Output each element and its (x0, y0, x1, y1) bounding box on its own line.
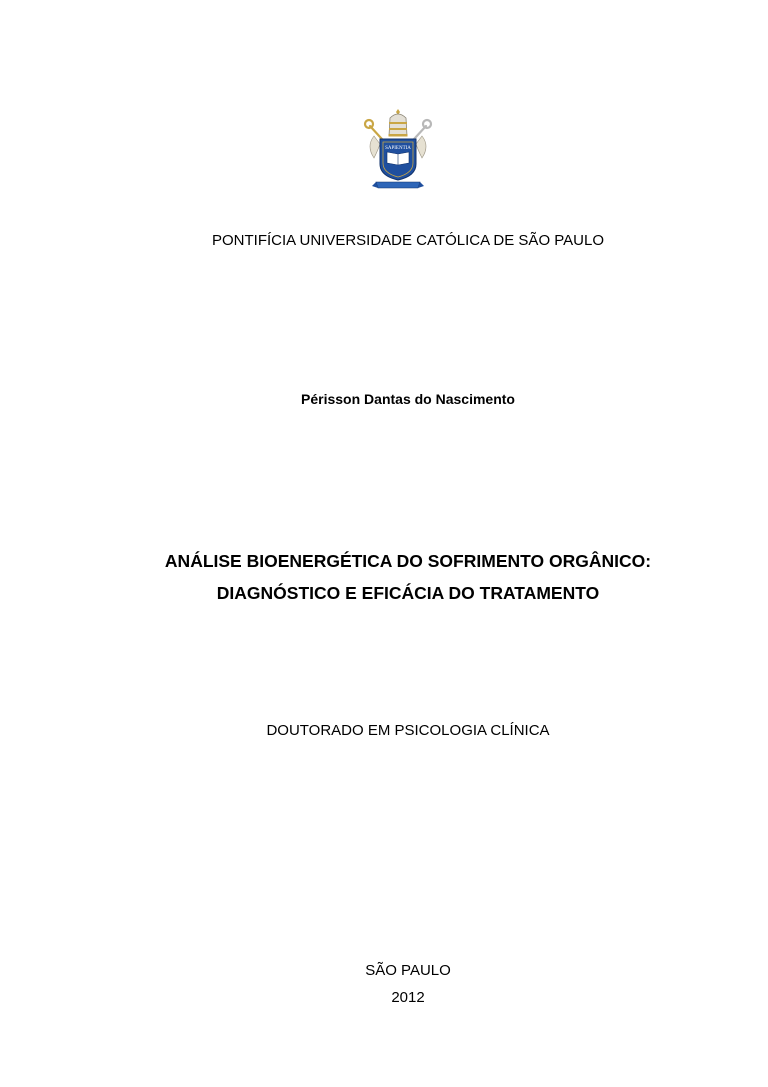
thesis-title-line-2: DIAGNÓSTICO E EFICÁCIA DO TRATAMENTO (216, 583, 600, 603)
city: SÃO PAULO (365, 962, 451, 979)
year: 2012 (391, 989, 425, 1006)
crest-motto: SAPIENTIA (385, 146, 411, 151)
university-crest-icon (360, 106, 436, 194)
degree-program: DOUTORADO EM PSICOLOGIA CLÍNICA (266, 722, 550, 739)
thesis-title-line-1: ANÁLISE BIOENERGÉTICA DO SOFRIMENTO ORGÂNICO: (164, 551, 652, 571)
author-name: Périsson Dantas do Nascimento (301, 391, 515, 407)
university-name: PONTIFÍCIA UNIVERSIDADE CATÓLICA DE SÃO PAULO (211, 232, 605, 249)
